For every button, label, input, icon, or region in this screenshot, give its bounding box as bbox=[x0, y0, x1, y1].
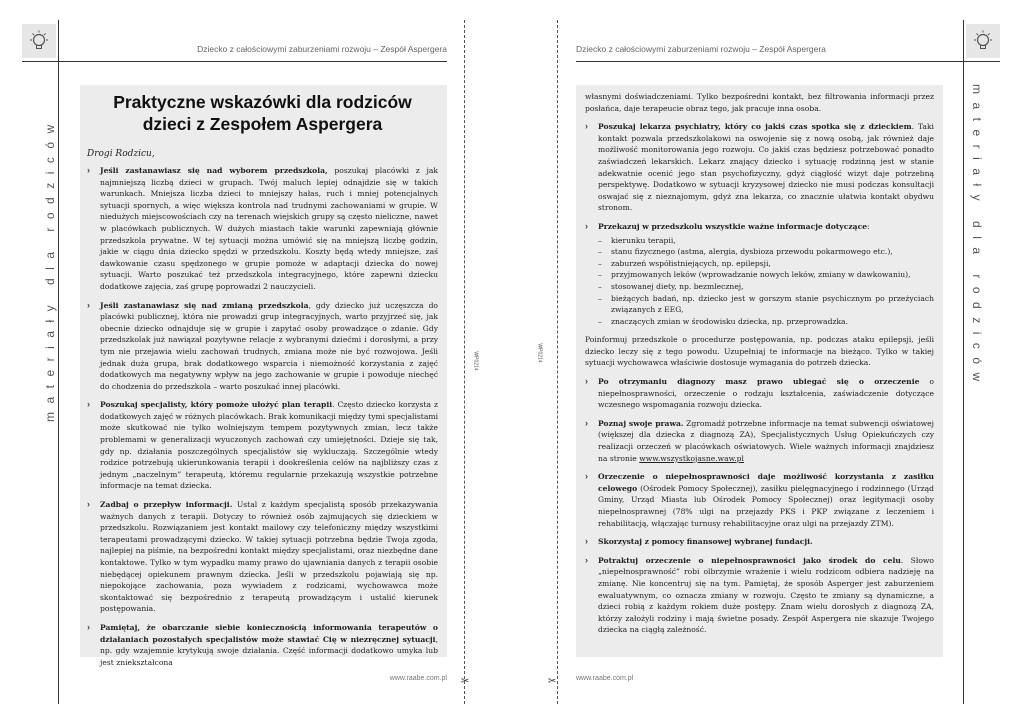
chevron-right-icon: › bbox=[87, 621, 90, 632]
title-line-2: dzieci z Zespołem Aspergera bbox=[142, 114, 383, 134]
lightbulb-logo-right bbox=[966, 24, 1000, 58]
left-footer-url: www.raabe.com.pl bbox=[389, 675, 447, 682]
list-item: › Orzeczenie o niepełnosprawności daje możliwość korzystania z zasiłku celowego (Ośrodek Pomocy Społecznej), zasiłku pielęgnacyjnego i rodzinnego (Urząd Gminy, Urząd Miasta lub Ośrodek Pomocy Społecznej) oraz legitymacji osoby niepełnosprawnej (78% ulgi na przejazdy PKS i PKP związane z leczeniem i rehabilitacją, włączając turnusy rehabilitacyjne oraz ulgi na przejazdy ZTM). bbox=[585, 471, 934, 528]
chevron-right-icon: › bbox=[585, 417, 588, 428]
left-page-panel bbox=[80, 85, 447, 667]
right-header-rule bbox=[576, 61, 1000, 62]
left-running-header: Dziecko z całościowymi zaburzeniami rozwoju – Zespół Aspergera bbox=[197, 44, 447, 54]
sublist-item: – stanu fizycznego (astma, alergia, dysbioza przewodu pokarmowego etc.), bbox=[598, 247, 893, 257]
sublist-item: – przyjmowanych leków (wprowadzanie nowych leków, zmiany w dawkowaniu), bbox=[598, 270, 911, 280]
list-item: › Poszukaj specjalisty, który pomoże ułożyć plan terapii. Często dziecko korzysta z dodatkowych zajęć w różnych placówkach. Brak komunikacji między tymi specjalistami może skutkować nie tylko wolniejszym tempem pozytywnych zmian, lecz także problemami w generalizacji wyuczonych zachowań czy umiejętności. Dzieje się tak, gdy np. działania poszczególnych specjalistów się wykluczają. Szczególnie wtedy rodzice potrzebują ukierunkowania terapii i dookreślenia celów na najbliższy czas z jednym „naczelnym” terapeutą, któremu regularnie przekazują wszystkie potrzebne informacje na temat dziecka. bbox=[87, 399, 438, 491]
info-sublist bbox=[585, 235, 934, 328]
chevron-right-icon: › bbox=[87, 499, 90, 510]
sublist-item: – kierunku terapii, bbox=[598, 235, 676, 245]
chevron-right-icon: › bbox=[87, 165, 90, 175]
sublist-item: – zaburzeń współistniejących, np. epilepsji, bbox=[598, 258, 771, 268]
website-link[interactable]: www.wszystkojasne.waw.pl bbox=[639, 453, 744, 463]
chevron-right-icon: › bbox=[585, 220, 588, 231]
list-item: › Jeśli zastanawiasz się nad zmianą przedszkola, gdy dziecko już uczęszcza do placówki publicznej, która nie prowadzi grup integracyjnych, warto przyjrzeć się, jak obecnie dziecko odnajduje się w grupie i zapytać osoby prowadzące o zdanie. Gdy przedszkolak już nawiązał pozytywne relacje z wybranymi dziećmi i dorosłymi, a przy tym nie przejawia wielu zachowań trudnych, zmiana może nie być rozwojowa. Jeśli jednak duża grupa, brak dodatkowego wsparcia i niemożność korzystania z zajęć dodatkowych ma negatywny wpływ na jego zachowanie w grupie i powoduje niechęć do chodzenia do przedszkola – warto poszukać innej placówki. bbox=[87, 299, 438, 391]
sublist-item: – bieżących badań, np. dziecko jest w gorszym stanie psychicznym po przeżyciach związanych z EEG, bbox=[598, 293, 934, 315]
list-item: › Pamiętaj, że obarczanie siebie koniecznością informowania terapeutów o działaniach pozostałych specjalistów może stawiać Cię w niezręcznej sytuacji, np. gdy wzajemnie krytykują swoje działania. Część informacji dodatkowo umyka lub jest zniekształcona bbox=[87, 621, 438, 667]
lightbulb-icon bbox=[27, 29, 51, 53]
lightbulb-icon bbox=[971, 29, 995, 53]
chevron-right-icon: › bbox=[585, 536, 588, 547]
right-running-header: Dziecko z całościowymi zaburzeniami rozwoju – Zespół Aspergera bbox=[576, 44, 826, 54]
chevron-right-icon: › bbox=[87, 299, 90, 310]
right-page-panel bbox=[576, 85, 943, 657]
left-border-line bbox=[58, 20, 59, 704]
list-item: › Jeśli zastanawiasz się nad wyborem przedszkola, poszukaj placówki z jak najmniejszą liczbą dzieci w grupach. Twój maluch lepiej odnajdzie się w takich warunkach. Mniejsza liczba dzieci to mniejszy hałas, ruch i mniej potencjalnych sytuacji spornych, a więc większa kontrola nad trudnymi zachowaniami w grupie. W niedużych miejscowościach czy na terenach wiejskich grupy są często nieliczne, nawet w placówkach publicznych. W dużych miastach takie warunki zapewniają głównie przedszkola prywatne. W tej sytuacji można umówić się na mniejszą liczbę godzin, jakie w ciągu dnia dziecko spędzi w przedszkolu. Koszty będą wtedy mniejsze, zaś dawkowanie czasu spędzonego w grupie pomoże w adaptacji dziecka do nowej sytuacji. Warto poszukać też przedszkola integracyjnego, które zapewni dziecku dodatkowe zajęcia, zaś grupę poprowadzi 2 nauczycieli. bbox=[87, 165, 438, 291]
right-border-line bbox=[963, 20, 964, 704]
list-item: › Przekazuj w przedszkolu wszystkie ważne informacje dotyczące: bbox=[585, 220, 870, 231]
chevron-right-icon: › bbox=[585, 554, 588, 565]
right-page-code: WP0214 bbox=[536, 343, 543, 363]
list-item: › Skorzystaj z pomocy finansowej wybranej fundacji. bbox=[585, 536, 813, 547]
greeting: Drogi Rodzicu, bbox=[87, 149, 155, 159]
right-side-label: materiały dla rodziców bbox=[970, 84, 984, 390]
list-item: › Potraktuj orzeczenie o niepełnosprawności jako środek do celu. Słowo „niepełnosprawność” robi olbrzymie wrażenie i wielu rodzicom odbiera nadzieję na zmianę. Nie koncentruj się na tym. Pamiętaj, że sposób Asperger jest zaburzeniem ewaluatywnym, co oznacza zmiany w rozwoju. Często te zmiany są dynamiczne, a dzieci robią z każdym rokiem duże postępy. Znam wielu dorosłych z diagnozą ZA, którzy założyli rodziny i mają świetne posady. Zespół Aspergera nie skazuje Twojego dziecka na ciągłą zależność. bbox=[585, 554, 934, 635]
right-cut-line bbox=[557, 20, 558, 704]
intro-paragraph: własnymi doświadczeniami. Tylko bezpośredni kontakt, bez filtrowania informacji przez posłańca, daje terapeucie obraz tego, jak pracuje inna osoba. bbox=[585, 92, 934, 113]
left-page-code: WP0214 bbox=[472, 351, 479, 371]
chevron-right-icon: › bbox=[585, 471, 588, 482]
list-item: › Zadbaj o przepływ informacji. Ustal z każdym specjalistą sposób przekazywania ważnych danych z terapii. Dotyczy to również osób zajmujących się dzieckiem w przedszkolu. Rozwiązaniem jest kontakt mailowy czy telefoniczny między wszystkimi terapeutami prowadzącymi dziecko. W takiej sytuacji potrzebna będzie Twoja zgoda, najlepiej na piśmie, na bezpośredni kontakt między specjalistami, oraz niezbędne dane kontaktowe. Tylko w tym wypadku mamy prawo do ujawniania danych z terapii osobie niebędącej opiekunem prawnym dziecka. Jeśli w przedszkolu pojawiają się np. niepokojące zachowania, poza wywiadem z rodzicami, wychowawca może skontaktować się bezpośrednio z terapeutą prowadzącym i ustalić kierunek postępowania. bbox=[87, 499, 438, 614]
lightbulb-logo-left bbox=[22, 24, 56, 58]
scissors-icon: ✂ bbox=[548, 676, 557, 687]
list-item: › Po otrzymaniu diagnozy masz prawo ubiegać się o orzeczenie o niepełnosprawności, orzeczenie o rodzaju kształcenia, zaświadczenie dotyczące wczesnego wspomagania rozwoju dziecka. bbox=[585, 376, 934, 410]
page-title bbox=[87, 91, 438, 135]
title-line-1: Praktyczne wskazówki dla rodziców bbox=[113, 92, 412, 112]
sublist-item: – stosowanej diety, np. bezmlecznej, bbox=[598, 281, 744, 291]
right-footer-url: www.raabe.com.pl bbox=[576, 675, 634, 682]
sublist-item: – znaczących zmian w środowisku dziecka, np. przeprowadzka. bbox=[598, 316, 848, 326]
chevron-right-icon: › bbox=[585, 121, 588, 132]
chevron-right-icon: › bbox=[585, 376, 588, 387]
chevron-right-icon: › bbox=[87, 399, 90, 410]
left-side-label: materiały dla rodziców bbox=[43, 116, 57, 422]
scissors-icon: ✂ bbox=[461, 676, 470, 687]
procedure-paragraph: Poinformuj przedszkole o procedurze postępowania, np. podczas ataku epilepsji, jeśli dziecko leczy się z tego powodu. Uzupełniaj te informacje na bieżąco. Tylko w takiej sytuacji wychowawca właściwie dostosuje wymagania do potrzeb dziecka. bbox=[585, 335, 934, 368]
list-item: › Poszukaj lekarza psychiatry, który co jakiś czas spotka się z dzieckiem. Taki kontakt pozwala przedszkolakowi na oswojenie się z nową osobą, jak również daje możliwość monitorowania jego rozwoju. Co jakiś czas będziesz potrzebować ponadto zaświadczeń lekarskich. Lekarz znający dziecko i sytuację rodzinną jest w stanie adekwatnie ocenić jego stan psychofizyczny, gdyż ciągłość wizyt daje potrzebną perspektywę. Dodatkowo w sytuacji kryzysowej dziecko nie musi podczas konsultacji oswajać się z nieznajomym, gdyż zna lekarza, co znacznie ułatwia kontakt obydwu stronom. bbox=[585, 121, 934, 213]
left-header-rule bbox=[22, 61, 447, 62]
list-item: › Poznaj swoje prawa. Zgromadź potrzebne informacje na temat subwencji oświatowej (większej dla dziecka z diagnozą ZA), Specjalistycznych Usług Opiekuńczych czy realizacji orzeczeń w placówkach oświatowych. Wiele ważnych informacji znajdziesz na stronie www.wszystkojasne.waw.pl bbox=[585, 417, 934, 463]
left-cut-line bbox=[464, 20, 465, 704]
